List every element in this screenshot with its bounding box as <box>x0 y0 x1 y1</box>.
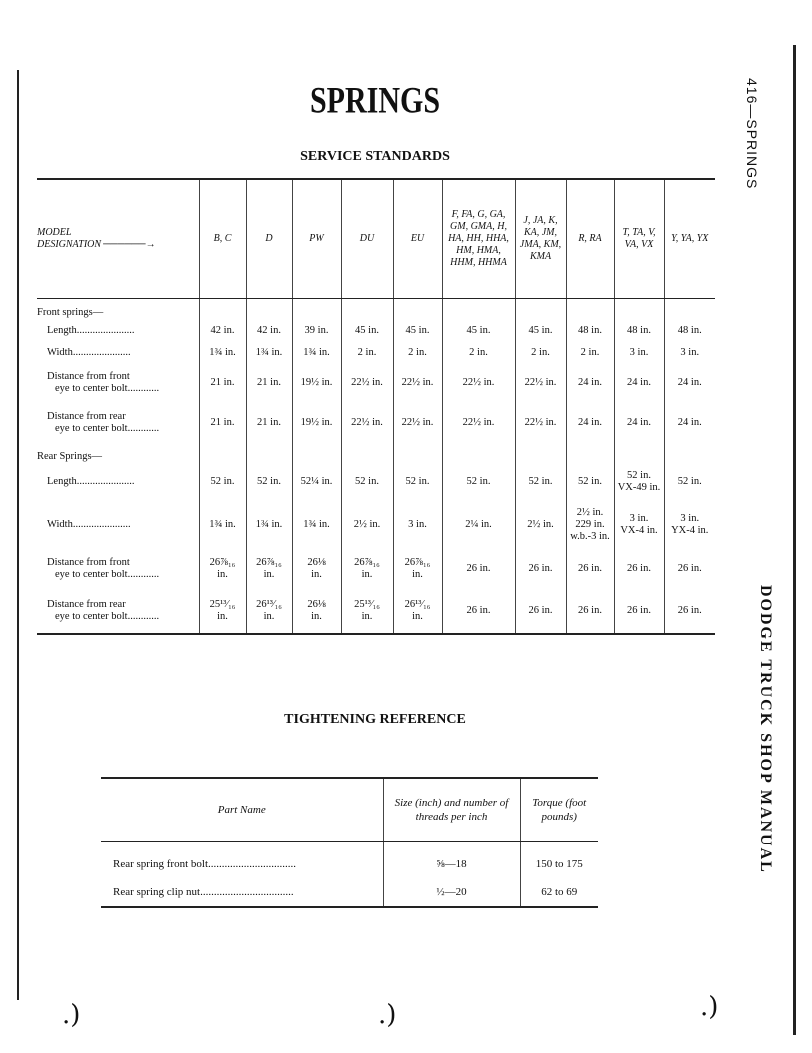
value-cell: 22½ in. <box>442 403 515 443</box>
side-page-header: 416—SPRINGS <box>744 78 760 190</box>
row-label-line1: Distance from front <box>47 371 130 382</box>
empty-cell <box>341 443 393 463</box>
service-standards-heading: SERVICE STANDARDS <box>300 149 450 164</box>
column-header: B, C <box>199 179 246 299</box>
value-cell: 26⅞₁₆ in. <box>199 549 246 589</box>
value-cell: 26 in. <box>515 589 566 634</box>
size-header: Size (inch) and number of threads per inch <box>383 778 520 842</box>
value-cell: 26⅞₁₆ in. <box>341 549 393 589</box>
part-name-cell: Rear spring front bolt................................ <box>113 858 297 870</box>
empty-cell <box>664 443 715 463</box>
table-row <box>37 589 715 634</box>
value-cell: 25¹³⁄₁₆ in. <box>341 589 393 634</box>
empty-cell <box>515 443 566 463</box>
size-cell: ½—20 <box>383 878 520 907</box>
value-cell: 1¾ in. <box>292 501 341 549</box>
page-title: SPRINGS <box>309 80 441 122</box>
value-cell: 26¹³⁄₁₆ in. <box>393 589 442 634</box>
empty-cell <box>614 443 664 463</box>
row-label <box>37 363 199 403</box>
empty-cell <box>664 299 715 320</box>
column-header: T, TA, V, VA, VX <box>614 179 664 299</box>
value-cell: 21 in. <box>199 363 246 403</box>
model-header-line1: MODEL <box>37 227 72 238</box>
row-label <box>37 319 199 343</box>
value-cell: 3 in. <box>614 343 664 363</box>
table-row <box>37 501 715 549</box>
value-cell: 21 in. <box>246 363 292 403</box>
table-row <box>37 343 715 363</box>
row-label-line1: Width <box>47 347 73 358</box>
leader-dots: ............ <box>127 423 160 434</box>
torque-cell: 62 to 69 <box>520 878 598 907</box>
value-cell: 52 in. <box>664 463 715 501</box>
empty-cell <box>442 443 515 463</box>
value-cell: 22½ in. <box>341 403 393 443</box>
value-cell: 26 in. <box>442 589 515 634</box>
row-label <box>37 589 199 634</box>
table-row <box>37 463 715 501</box>
value-cell: 26⅛ in. <box>292 589 341 634</box>
value-cell: 26 in. <box>515 549 566 589</box>
row-label-line2: eye to center bolt <box>55 569 128 580</box>
value-cell: 3 in. YX-4 in. <box>664 501 715 549</box>
row-label-line2: eye to center bolt <box>55 611 128 622</box>
value-cell: 2½ in. <box>515 501 566 549</box>
side-book-title: DODGE TRUCK SHOP MANUAL <box>757 585 774 874</box>
row-label <box>37 501 199 549</box>
value-cell: 2 in. <box>393 343 442 363</box>
empty-cell <box>341 299 393 320</box>
value-cell: 39 in. <box>292 319 341 343</box>
value-cell: 3 in. <box>664 343 715 363</box>
value-cell: 2½ in. 229 in. w.b.-3 in. <box>566 501 614 549</box>
value-cell: 25¹³⁄₁₆ in. <box>199 589 246 634</box>
value-cell: 48 in. <box>614 319 664 343</box>
value-cell: 24 in. <box>664 363 715 403</box>
value-cell: 2 in. <box>442 343 515 363</box>
size-cell: ⅝—18 <box>383 842 520 879</box>
part-name: Rear spring front bolt <box>113 858 209 870</box>
column-header: DU <box>341 179 393 299</box>
value-cell: 52¼ in. <box>292 463 341 501</box>
value-cell: 2 in. <box>566 343 614 363</box>
value-cell: 52 in. <box>442 463 515 501</box>
row-label <box>37 549 199 589</box>
scan-mark: .) <box>378 1000 397 1030</box>
value-cell: 19½ in. <box>292 403 341 443</box>
value-cell: 52 in. <box>246 463 292 501</box>
empty-cell <box>292 299 341 320</box>
leader-dots: ...................... <box>72 519 131 530</box>
column-header: Y, YA, YX <box>664 179 715 299</box>
value-cell: 24 in. <box>664 403 715 443</box>
row-label <box>37 463 199 501</box>
part-name: Rear spring clip nut <box>113 886 201 898</box>
value-cell: 22½ in. <box>393 363 442 403</box>
scan-mark: .) <box>62 1000 81 1030</box>
value-cell: 42 in. <box>199 319 246 343</box>
part-name-cell: Rear spring clip nut.................................. <box>101 878 383 907</box>
empty-cell <box>393 299 442 320</box>
value-cell: 1¾ in. <box>199 501 246 549</box>
row-label-line1: Distance from front <box>47 557 130 568</box>
empty-cell <box>246 443 292 463</box>
value-cell: 21 in. <box>246 403 292 443</box>
column-header: PW <box>292 179 341 299</box>
rear-springs-section <box>37 443 715 463</box>
value-cell: 22½ in. <box>442 363 515 403</box>
value-cell: 52 in. VX-49 in. <box>614 463 664 501</box>
value-cell: 42 in. <box>246 319 292 343</box>
row-label <box>37 343 199 363</box>
table-row <box>37 549 715 589</box>
value-cell: 2 in. <box>341 343 393 363</box>
value-cell: 26 in. <box>614 549 664 589</box>
value-cell: 45 in. <box>515 319 566 343</box>
value-cell: 26 in. <box>664 549 715 589</box>
row-label-line2: eye to center bolt <box>55 423 128 434</box>
value-cell: 22½ in. <box>393 403 442 443</box>
empty-cell <box>199 443 246 463</box>
row-label <box>37 403 199 443</box>
value-cell: 26 in. <box>566 549 614 589</box>
leader-dots: ............ <box>127 611 160 622</box>
value-cell: 48 in. <box>566 319 614 343</box>
value-cell: 1¾ in. <box>246 501 292 549</box>
empty-cell <box>566 443 614 463</box>
value-cell: 1¾ in. <box>246 343 292 363</box>
empty-cell <box>515 299 566 320</box>
table-row <box>101 842 598 879</box>
value-cell: 26⅛ in. <box>292 549 341 589</box>
column-header: F, FA, G, GA, GM, GMA, H, HA, HH, HHA, HM, HMA, HHM, HHMA <box>442 179 515 299</box>
row-label-line1: Distance from rear <box>47 411 126 422</box>
value-cell: 26 in. <box>566 589 614 634</box>
left-margin-rule <box>17 70 19 1000</box>
value-cell: 52 in. <box>515 463 566 501</box>
service-standards-table <box>37 178 715 635</box>
value-cell: 45 in. <box>393 319 442 343</box>
tightening-header-row <box>101 778 598 842</box>
leader-dots: ............ <box>127 383 160 394</box>
model-designation-header <box>37 179 199 299</box>
empty-cell <box>292 443 341 463</box>
value-cell: 26 in. <box>442 549 515 589</box>
value-cell: 1¾ in. <box>292 343 341 363</box>
value-cell: 3 in. <box>393 501 442 549</box>
right-margin-rule <box>793 45 796 1035</box>
value-cell: 2½ in. <box>341 501 393 549</box>
value-cell: 26⅞₁₆ in. <box>246 549 292 589</box>
value-cell: 52 in. <box>341 463 393 501</box>
empty-cell <box>199 299 246 320</box>
column-header: J, JA, K, KA, JM, JMA, KM, KMA <box>515 179 566 299</box>
value-cell: 24 in. <box>614 363 664 403</box>
section-label: Front springs— <box>37 307 104 318</box>
leader-dots: ...................... <box>72 347 131 358</box>
value-cell: 24 in. <box>566 403 614 443</box>
value-cell: 2 in. <box>515 343 566 363</box>
column-header: R, RA <box>566 179 614 299</box>
value-cell: 52 in. <box>199 463 246 501</box>
value-cell: 22½ in. <box>515 363 566 403</box>
value-cell: 22½ in. <box>341 363 393 403</box>
value-cell: 52 in. <box>566 463 614 501</box>
tightening-reference-table <box>101 777 598 908</box>
table-header-row <box>37 179 715 299</box>
leader-dots: ...................... <box>76 325 135 336</box>
value-cell: 52 in. <box>393 463 442 501</box>
value-cell: 45 in. <box>442 319 515 343</box>
empty-cell <box>614 299 664 320</box>
front-springs-section <box>37 299 715 320</box>
torque-header: Torque (foot pounds) <box>520 778 598 842</box>
column-header: D <box>246 179 292 299</box>
value-cell: 24 in. <box>566 363 614 403</box>
tightening-reference-heading: TIGHTENING REFERENCE <box>284 712 466 727</box>
value-cell: 26⅞₁₆ in. <box>393 549 442 589</box>
value-cell: 45 in. <box>341 319 393 343</box>
empty-cell <box>393 443 442 463</box>
value-cell: 21 in. <box>199 403 246 443</box>
empty-cell <box>246 299 292 320</box>
leader-dots: ...................... <box>76 476 135 487</box>
empty-cell <box>442 299 515 320</box>
row-label-line1: Distance from rear <box>47 599 126 610</box>
right-arrow-icon: ──────→ <box>103 239 156 250</box>
value-cell: 26 in. <box>614 589 664 634</box>
value-cell: 26¹³⁄₁₆ in. <box>246 589 292 634</box>
row-label-line2: eye to center bolt <box>55 383 128 394</box>
value-cell: 22½ in. <box>515 403 566 443</box>
table-row <box>37 363 715 403</box>
table-row <box>101 878 598 907</box>
row-label-line1: Length <box>47 325 77 336</box>
section-label: Rear Springs— <box>37 451 103 462</box>
value-cell: 24 in. <box>614 403 664 443</box>
value-cell: 1¾ in. <box>199 343 246 363</box>
leader-dots: ............ <box>127 569 160 580</box>
value-cell: 3 in. VX-4 in. <box>614 501 664 549</box>
model-header-line2: DESIGNATION <box>37 239 102 250</box>
part-name-header: Part Name <box>101 778 383 842</box>
value-cell: 19½ in. <box>292 363 341 403</box>
table-row <box>37 319 715 343</box>
value-cell: 48 in. <box>664 319 715 343</box>
row-label-line1: Width <box>47 519 73 530</box>
torque-cell: 150 to 175 <box>520 842 598 879</box>
column-header: EU <box>393 179 442 299</box>
empty-cell <box>566 299 614 320</box>
row-label-line1: Length <box>47 476 77 487</box>
scan-mark: .) <box>700 992 719 1022</box>
table-row <box>37 403 715 443</box>
value-cell: 26 in. <box>664 589 715 634</box>
value-cell: 2¼ in. <box>442 501 515 549</box>
